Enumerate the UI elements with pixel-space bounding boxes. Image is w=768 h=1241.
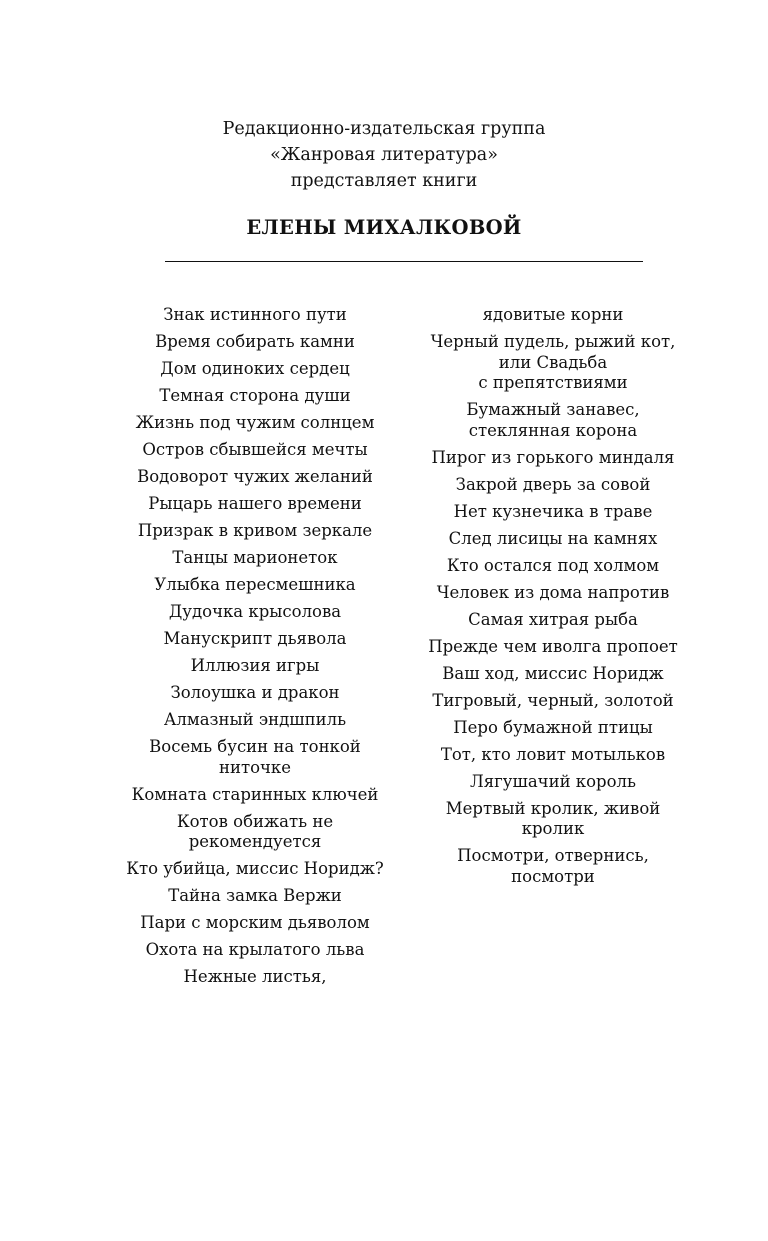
book-title: Алмазный эндшпиль <box>163 710 347 729</box>
book-title: Манускрипт дьявола <box>163 629 347 648</box>
book-title: Нежные листья, <box>183 967 327 986</box>
book-title: Восемь бусин на тонкой ниточке <box>149 737 361 777</box>
book-title: Человек из дома напротив <box>436 582 670 602</box>
intro-line-imprint: «Жанровая литература» <box>270 145 498 165</box>
book-list-left <box>120 305 390 994</box>
book-title: Ваш ход, миссис Норидж <box>442 663 664 683</box>
book-title: Знак истинного пути <box>163 305 347 324</box>
book-title: Жизнь под чужим солнцем <box>135 413 375 432</box>
book-title: Пари с морским дьяволом <box>140 913 370 932</box>
intro-block <box>0 116 768 240</box>
book-title: Темная сторона души <box>159 386 351 405</box>
book-title: Посмотри, отвернись, посмотри <box>457 846 649 886</box>
divider-rule <box>165 261 643 262</box>
book-title: Перо бумажной птицы <box>453 717 653 737</box>
book-title: Бумажный занавес, стеклянная корона <box>466 400 640 440</box>
book-title: Закрой дверь за совой <box>455 474 651 494</box>
book-title: Рыцарь нашего времени <box>148 494 362 513</box>
intro-line-presents: представляет книги <box>290 171 478 191</box>
book-title: Нет кузнечика в траве <box>453 501 653 521</box>
book-title: Водоворот чужих желаний <box>137 467 373 486</box>
book-title: Дудочка крысолова <box>168 602 342 621</box>
book-title: Комната старинных ключей <box>131 784 379 804</box>
book-title: Золоушка и дракон <box>170 683 340 702</box>
book-title: Пирог из горького миндаля <box>431 447 675 467</box>
book-title: Тайна замка Вержи <box>168 886 342 905</box>
book-list-right <box>418 305 688 894</box>
book-title: Тот, кто ловит мотыльков <box>440 744 666 764</box>
book-title: Прежде чем иволга пропоет <box>428 636 678 656</box>
book-title: Танцы марионеток <box>172 548 338 567</box>
book-title: Охота на крылатого льва <box>145 940 365 959</box>
book-title: Самая хитрая рыба <box>468 609 638 629</box>
book-title: Кто остался под холмом <box>446 555 660 575</box>
author-name: ЕЛЕНЫ МИХАЛКОВОЙ <box>246 216 522 239</box>
book-title: Котов обижать не рекомендуется <box>176 811 334 851</box>
book-title: Дом одиноких сердец <box>160 359 350 378</box>
book-title: ядовитые корни <box>482 305 624 324</box>
book-title: Черный пудель, рыжий кот, или Свадьба с препятствиями <box>430 332 676 392</box>
book-title: Мертвый кролик, живой кролик <box>445 798 661 838</box>
book-title: Остров сбывшейся мечты <box>142 440 368 459</box>
book-title: Кто убийца, миссис Норидж? <box>126 859 384 878</box>
book-title: Иллюзия игры <box>190 656 320 675</box>
book-title: Призрак в кривом зеркале <box>137 521 373 540</box>
book-title: Лягушачий король <box>469 771 637 791</box>
intro-line-publisher: Редакционно-издательская группа <box>222 119 546 139</box>
book-title: Время собирать камни <box>155 332 355 351</box>
book-title: След лисицы на камнях <box>448 528 658 548</box>
book-title: Улыбка пересмешника <box>154 575 356 594</box>
book-title: Тигровый, черный, золотой <box>432 690 674 710</box>
